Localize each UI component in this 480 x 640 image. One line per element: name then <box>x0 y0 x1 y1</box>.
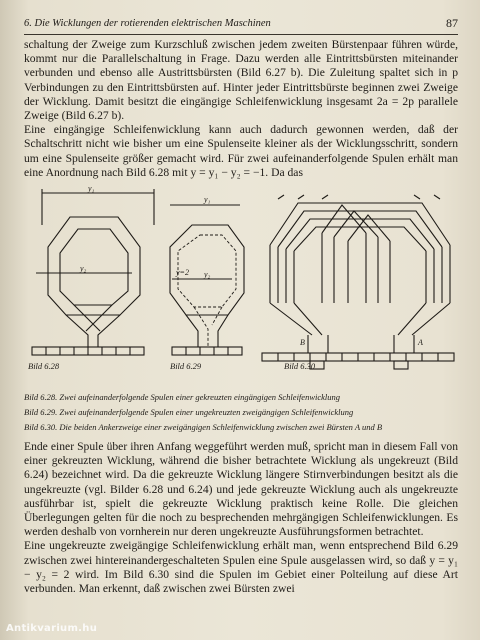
inner-sides <box>322 233 390 303</box>
watermark: Antikvarium.hu <box>6 623 98 634</box>
figure-6-30 <box>262 195 454 369</box>
crossed-ends <box>66 305 120 347</box>
figure-label-6-28: Bild 6.28 <box>28 361 60 371</box>
brush-a <box>394 361 408 369</box>
commutator-bars <box>46 347 130 355</box>
body-text-top <box>24 38 458 180</box>
paragraph: Ende einer Spule über ihren Anfang weggeführt werden muß, spricht man in diesem Fall von einer gekreuzten Wicklung, während die bisher betrachtete Wicklung als ungekreuzt (Bild 6.24) bezeichnet wird. Da die gekreuzte Wicklung längere Stirnverbindungen besitzt als die ungekreuzte (vgl. Bilder 6.28 und 6.24) und jede gekreuzte Wicklung auch als ungekreuzte ausführbar ist, spielt die gekreuzte Wicklung praktisch keine Rolle. Die gleichen Überlegungen gelten für die noch zu besprechenden mehrgängigen Schleifenwicklungen. Es werden deshalb von vornherein nur deren ungekreuzte Ausführungsformen betrachtet. <box>24 440 458 539</box>
end-connections <box>270 303 450 335</box>
symbol-y1: y₁ <box>204 195 211 204</box>
figure-captions <box>24 392 458 437</box>
caption-6-28: Bild 6.28. Zwei aufeinanderfolgende Spulen einer gekreuzten eingängigen Schleifenwicklung <box>24 392 341 402</box>
commutator-bars <box>278 353 438 361</box>
symbol-y2: y₂ <box>80 264 87 273</box>
loop-4 <box>294 227 426 251</box>
loop-3 <box>286 219 434 249</box>
brush-leads <box>308 335 414 353</box>
coil-outer <box>48 217 140 315</box>
symbol-y2: y₂ <box>204 270 211 279</box>
symbol-y-minus2: y=2 <box>176 268 189 277</box>
figure-label-6-30: Bild 6.30 <box>284 361 316 371</box>
coil-inner <box>60 229 128 305</box>
commutator-bars <box>186 347 228 355</box>
symbol-y1: y₁ <box>88 185 95 193</box>
figure-label-6-29: Bild 6.29 <box>170 361 202 371</box>
figure-6-28 <box>32 185 154 355</box>
label-brush-a: A <box>418 338 423 347</box>
figure-6-29 <box>170 195 244 355</box>
caption-6-30: Bild 6.30. Die beiden Ankerzweige einer zweigängigen Schleifenwicklung zwischen zwei Bürsten A und B <box>24 422 383 432</box>
winding-diagrams <box>22 185 458 373</box>
right-sides <box>426 245 450 303</box>
paragraph: schaltung der Zweige zum Kurzschluß zwischen jedem zweiten Bürstenpaar führen würde, kommt nur die Parallelschaltung in Frage. Dazu werden alle Eintrittsbürsten miteinander verbunden und ebenso alle Austrittsbürsten (Bild 6.27 b). Die Zuleitung spaltet sich in p Verbindungen zu den Eintrittsbürsten auf. Hinter jeder Eintrittsbürste beginnen zwei Zweige der Wicklung. Damit besitzt die eingängige Schleifenwicklung insgesamt 2a = 2p parallele Zweige (Bild 6.27 b). <box>24 38 458 123</box>
direction-arrows <box>278 195 440 199</box>
label-brush-b: B <box>300 338 305 347</box>
coil-ends <box>186 315 228 347</box>
paragraph: Eine eingängige Schleifenwicklung kann auch dadurch gewonnen werden, daß der Schaltschritt nicht wie bisher um eine Spulenseite kleiner als der Wicklungsschritt, sondern um eine Spulenseite größer gemacht wird. Für zwei aufeinanderfolgende Spulen erhält man eine Anordnung nach Bild 6.28 mit y = y₁ − y₂ = −1. Da das <box>24 123 458 179</box>
caption-6-29: Bild 6.29. Zwei aufeinanderfolgende Spulen einer ungekreuzten zweigängigen Schleifenwicklung <box>24 407 354 417</box>
inner-crossings <box>322 205 390 241</box>
figures-area <box>22 185 458 373</box>
left-sides <box>270 245 294 303</box>
outer-loop-top <box>270 203 450 245</box>
running-header <box>24 16 458 35</box>
commutator <box>172 347 242 355</box>
paragraph: Eine ungekreuzte zweigängige Schleifenwicklung erhält man, wenn entsprechend Bild 6.29 zwischen zwei hintereinandergeschalteten Spulen eine Spule ausgelassen wird, so daß y = y₁ − y₂ = 2 wird. Im Bild 6.30 sind die Spulen im Gebiet einer Polteilung auf diese Art verbunden. Man erkennt, daß zwischen zwei Bürsten zwei <box>24 539 458 596</box>
chapter-title: 6. Die Wicklungen der rotierenden elektrischen Maschinen <box>24 18 271 29</box>
page-number: 87 <box>446 16 458 30</box>
body-text-bottom <box>24 440 458 596</box>
